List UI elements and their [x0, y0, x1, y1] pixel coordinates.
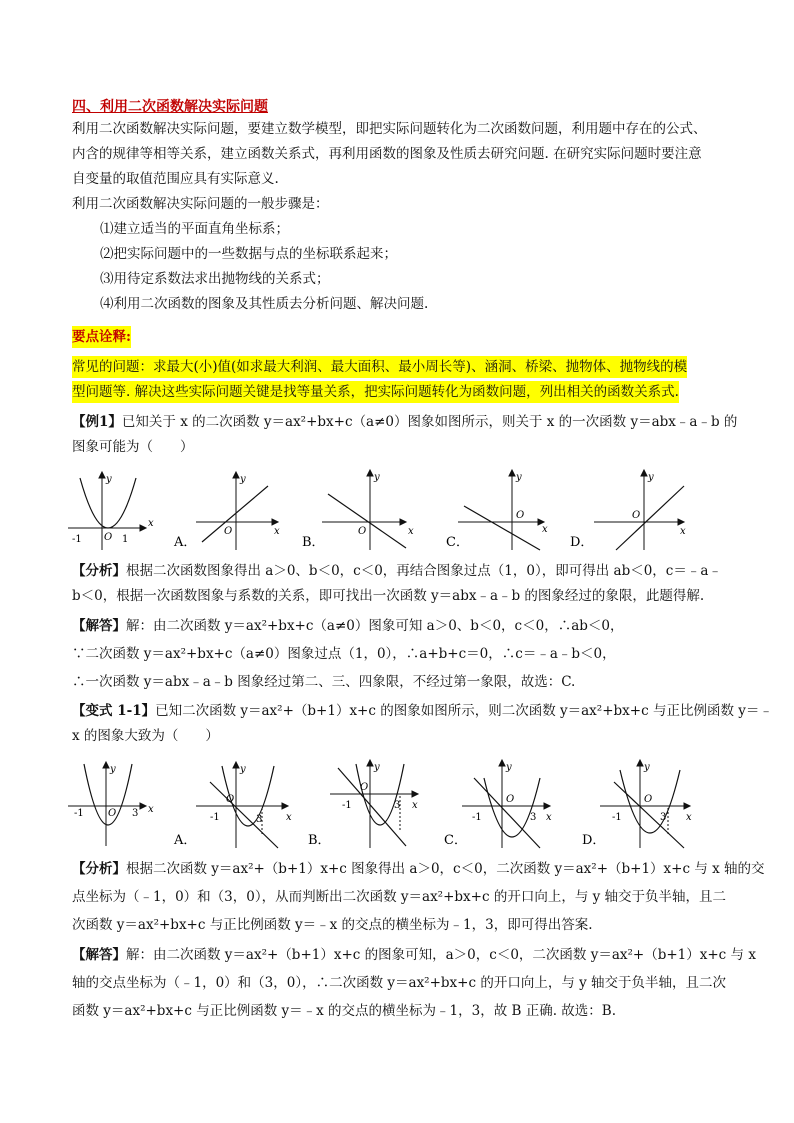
step-4: ⑷利用二次函数的图象及其性质去分析问题、解决问题.	[100, 296, 429, 312]
v-option-c-label[interactable]: C．	[444, 833, 467, 848]
v-option-d-y-label: y	[644, 762, 650, 773]
option-d-label[interactable]: D．	[570, 535, 594, 550]
v-option-c-origin-label: O	[506, 794, 515, 805]
example1-answer-line-2: ∵二次函数 y＝ax²+bx+c（a≠0）图象过点（1，0），∴a+b+c＝0，∴c＝﹣a﹣b＜0，	[72, 646, 616, 662]
v-option-b-y-label: y	[374, 762, 380, 773]
v-option-a-x-label: x	[286, 812, 292, 823]
intro-line-3: 自变量的取值范围应具有实际意义.	[72, 171, 279, 187]
v-option-d-x-label: x	[686, 812, 692, 823]
option-b-x-label: x	[408, 526, 414, 537]
variant1-q1: 已知二次函数 y＝ax²+（b+1）x+c 的图象如图所示，则二次函数 y＝ax²+bx+c 与正比例函数 y＝﹣	[155, 703, 773, 719]
option-c-x-label: x	[542, 524, 548, 535]
option-a-y-label: y	[240, 474, 246, 485]
graph-neg1-label: -1	[72, 534, 82, 545]
v-option-a-label[interactable]: A．	[174, 833, 197, 848]
v-option-c-y-label: y	[506, 762, 512, 773]
option-a-graph	[196, 472, 278, 550]
v-graph-x-label: x	[148, 804, 154, 815]
option-c-origin-label: O	[516, 510, 525, 521]
option-c-y-label: y	[516, 472, 522, 483]
variant1-answer-label: 【解答】	[72, 947, 126, 963]
intro-line-2: 内含的规律等相等关系，建立函数关系式，再利用函数的图象及性质去研究问题. 在研究实际问题时要注意	[72, 146, 702, 162]
v-option-b-three-label: 3	[394, 800, 401, 811]
variant1-parabola-graph	[68, 762, 146, 846]
variant1-figures	[60, 756, 760, 850]
option-a-x-label: x	[274, 526, 280, 537]
example1-question-line-1	[72, 411, 737, 433]
v-option-d-origin-label: O	[644, 794, 653, 805]
intro-line-1: 利用二次函数解决实际问题，要建立数学模型，即把实际问题转化为二次函数问题，利用题中存在的公式、	[72, 121, 707, 137]
v-option-a-y-label: y	[240, 764, 246, 775]
v-option-c-x-label: x	[546, 812, 552, 823]
v-option-d-three-label: 3	[660, 812, 667, 823]
v-graph-three-label: 3	[132, 808, 139, 819]
example1-analysis-line-2: b＜0，根据一次函数图象与系数的关系，即可找出一次函数 y＝abx﹣a﹣b 的图象经过的象限，此题得解.	[72, 588, 705, 604]
v-option-c-neg1-label: -1	[472, 812, 482, 823]
graph-origin-label: O	[104, 532, 113, 543]
option-d-y-label: y	[648, 472, 654, 483]
v-option-b-neg1-label: -1	[342, 800, 352, 811]
option-a-label[interactable]: A．	[174, 535, 197, 550]
variant1-analysis-label: 【分析】	[72, 861, 126, 877]
option-b-graph	[322, 470, 406, 550]
section-title: 四、利用二次函数解决实际问题	[72, 99, 268, 115]
v-option-b-origin-label: O	[360, 782, 369, 793]
example1-answer-line-1	[72, 615, 623, 637]
graph-x-label: x	[148, 518, 154, 529]
v-option-a-three-label: 3	[256, 814, 263, 825]
example1-q1: 已知关于 x 的二次函数 y＝ax²+bx+c（a≠0）图象如图所示，则关于 x 的一次函数 y＝abx﹣a﹣b 的	[121, 414, 738, 430]
option-c-graph	[458, 470, 544, 550]
graph-one-label: 1	[122, 534, 129, 545]
v-graph-y-label: y	[110, 764, 116, 775]
variant1-answer-line-2: 轴的交点坐标为（﹣1，0）和（3，0），∴二次函数 y＝ax²+bx+c 的开口向上，与 y 轴交于负半轴，且二次	[72, 975, 727, 991]
option-d-origin-label: O	[632, 510, 641, 521]
option-b-y-label: y	[374, 472, 380, 483]
steps-intro: 利用二次函数解决实际问题的一般步骤是：	[72, 196, 329, 212]
variant1-question-line-2: x 的图象大致为（ ）	[72, 728, 219, 744]
v-option-b-x-label: x	[412, 800, 418, 811]
example1-answer-1: 解：由二次函数 y＝ax²+bx+c（a≠0）图象可知 a＞0、b＜0，c＜0，∴ab＜0，	[126, 618, 624, 634]
example1-analysis-label: 【分析】	[72, 563, 126, 579]
keypoint-line-2: 型问题等. 解决这些实际问题关键是找等量关系，把实际问题转化为函数问题，列出相关的函数关系式.	[72, 381, 679, 403]
variant1-answer-line-1	[72, 944, 756, 966]
variant1-analysis-1: 根据二次函数 y＝ax²+（b+1）x+c 图象得出 a＞0，c＜0，二次函数 y＝ax²+（b+1）x+c 与 x 轴的交	[126, 861, 765, 877]
v-option-a-origin-label: O	[226, 794, 235, 805]
example1-question-line-2: 图象可能为（ ）	[72, 439, 194, 455]
variant1-answer-1: 解：由二次函数 y＝ax²+（b+1）x+c 的图象可知，a＞0，c＜0，二次函数 y＝ax²+（b+1）x+c 与 x	[126, 947, 756, 963]
v-option-d-label[interactable]: D．	[582, 833, 606, 848]
variant1-question-line-1	[72, 700, 773, 722]
option-a-origin-label: O	[224, 526, 233, 537]
example1-label: 【例1】	[72, 414, 122, 430]
example1-answer-label: 【解答】	[72, 618, 126, 634]
step-1: ⑴建立适当的平面直角坐标系；	[100, 221, 289, 237]
option-d-x-label: x	[680, 526, 686, 537]
v-graph-origin-label: O	[108, 808, 117, 819]
variant1-label: 【变式 1-1】	[72, 703, 156, 719]
v-option-c-three-label: 3	[530, 812, 537, 823]
variant1-analysis-line-1	[72, 858, 765, 880]
option-b-label[interactable]: B．	[302, 535, 325, 550]
v-option-a-neg1-label: -1	[210, 812, 220, 823]
graph-y-label: y	[106, 474, 112, 485]
example1-figures	[60, 466, 760, 554]
keypoint-line-1: 常见的问题：求最大(小)值(如求最大利润、最大面积、最小周长等)、涵洞、桥梁、抛物体、抛物线的模	[72, 356, 687, 378]
v-option-d-neg1-label: -1	[612, 812, 622, 823]
keypoint-label: 要点诠释:	[72, 326, 131, 348]
step-3: ⑶用待定系数法求出抛物线的关系式；	[100, 271, 330, 287]
variant1-answer-line-3: 函数 y＝ax²+bx+c 与正比例函数 y＝﹣x 的交点的横坐标为﹣1，3，故 B 正确. 故选：B.	[72, 1003, 617, 1019]
option-c-label[interactable]: C．	[446, 535, 469, 550]
step-2: ⑵把实际问题中的一些数据与点的坐标联系起来；	[100, 246, 397, 262]
variant1-analysis-line-3: 次函数 y＝ax²+bx+c 与正比例函数 y＝﹣x 的交点的横坐标为﹣1，3，即可得出答案.	[72, 917, 593, 933]
option-b-origin-label: O	[358, 526, 367, 537]
example1-answer-line-3: ∴一次函数 y＝abx﹣a﹣b 图象经过第二、三、四象限，不经过第一象限，故选：C.	[72, 674, 576, 690]
example1-analysis-line-1	[72, 560, 722, 582]
v-graph-neg1-label: -1	[74, 808, 84, 819]
variant1-analysis-line-2: 点坐标为（﹣1，0）和（3，0），从而判断出二次函数 y＝ax²+bx+c 的开口向上，与 y 轴交于负半轴，且二	[72, 889, 727, 905]
v-option-b-label[interactable]: B．	[308, 833, 331, 848]
example1-analysis-1: 根据二次函数图象得出 a＞0、b＜0，c＜0，再结合图象过点（1，0），即可得出 ab＜0，c＝﹣a﹣	[126, 563, 722, 579]
